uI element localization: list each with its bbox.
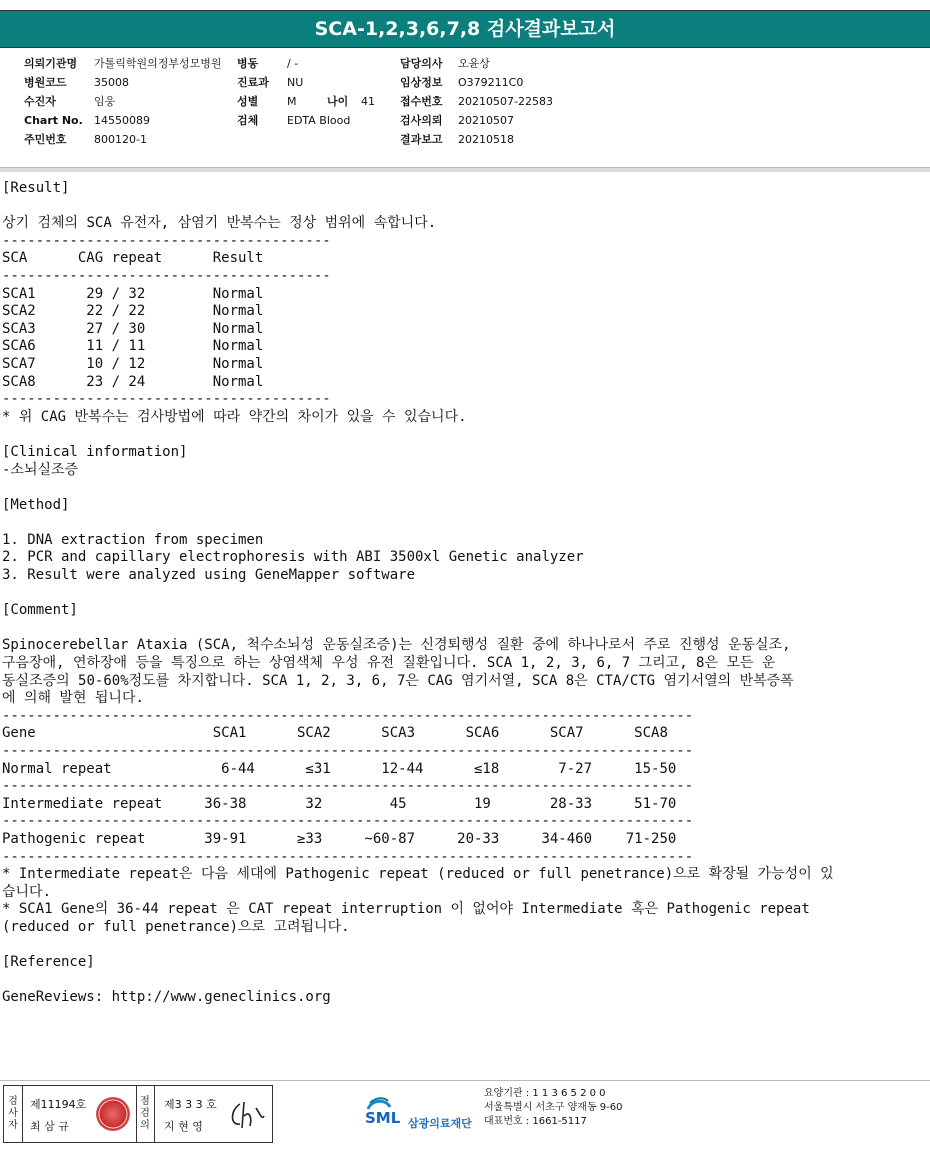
info-value: 오윤상	[458, 57, 490, 70]
info-label: 수진자	[24, 95, 56, 108]
info-value: EDTA Blood	[287, 114, 351, 127]
info-value: 20210507-22583	[458, 95, 553, 108]
checker-cell	[154, 1086, 272, 1142]
reviewer-label: 검사자	[8, 1096, 18, 1131]
info-value: 800120-1	[94, 133, 147, 146]
seal-stamp-icon	[96, 1097, 130, 1131]
info-label: 주민번호	[24, 133, 67, 146]
checker-label: 점검의	[140, 1096, 150, 1131]
info-value: 임웅	[94, 95, 116, 108]
info-label: 진료과	[237, 76, 269, 89]
info-value: 35008	[94, 76, 129, 89]
sml-logo	[364, 1093, 484, 1133]
signature-icon	[226, 1098, 266, 1132]
phone: 대표번호 : 1661-5117	[484, 1116, 587, 1127]
info-row	[237, 74, 303, 92]
info-label: 검사의뢰	[400, 114, 443, 127]
report-footer	[0, 1080, 930, 1149]
checker-id: 제3 3 3 호	[164, 1098, 217, 1111]
info-value: O379211C0	[458, 76, 524, 89]
report-title: SCA-1,2,3,6,7,8 검사결과보고서	[0, 10, 930, 48]
info-label: 담당의사	[400, 57, 443, 70]
info-label: Chart No.	[24, 114, 83, 127]
reviewer-label-cell	[4, 1086, 23, 1142]
info-row	[400, 93, 553, 111]
signature-box	[3, 1085, 273, 1143]
info-row	[400, 112, 514, 130]
reviewer-name: 최 삼 규	[30, 1120, 69, 1133]
info-row	[400, 131, 514, 149]
sml-logo-text: SML	[365, 1109, 401, 1127]
org-name: 삼광의료재단	[408, 1117, 472, 1130]
info-row	[237, 93, 297, 111]
address: 서울특별시 서초구 양재동 9-60	[484, 1102, 623, 1113]
info-label: 접수번호	[400, 95, 443, 108]
info-row	[400, 74, 523, 92]
info-value: 14550089	[94, 114, 150, 127]
info-value: 41	[361, 95, 375, 108]
info-label: 의뢰기관명	[24, 57, 78, 70]
info-label: 나이	[327, 95, 349, 108]
contact-info	[484, 1087, 623, 1129]
patient-info	[0, 55, 930, 167]
info-label: 검체	[237, 114, 259, 127]
info-row	[24, 112, 150, 130]
info-row	[24, 74, 129, 92]
header-divider	[0, 167, 930, 172]
info-value: 20210507	[458, 114, 514, 127]
info-value: / -	[287, 57, 299, 70]
checker-name: 지 현 영	[164, 1120, 203, 1133]
care-code: 요양기관 : 1 1 3 6 5 2 0 0	[484, 1088, 606, 1099]
info-row-age	[327, 93, 375, 111]
info-label: 병동	[237, 57, 259, 70]
info-row	[24, 93, 115, 111]
info-row	[24, 131, 147, 149]
info-row	[400, 55, 490, 73]
reviewer-cell	[22, 1086, 137, 1142]
info-label: 결과보고	[400, 133, 443, 146]
info-row	[237, 112, 350, 130]
checker-label-cell	[136, 1086, 155, 1142]
info-row	[237, 55, 298, 73]
info-row	[24, 55, 222, 73]
info-label: 성별	[237, 95, 259, 108]
reviewer-id: 제11194호	[30, 1098, 87, 1111]
report-body: [Result] 상기 검체의 SCA 유전자, 삼염기 반복수는 정상 범위에 속합니다. --------------------------------------- SCA CAG repeat Result --------------------------------------- SCA1 29 / 32 Normal SCA2 22 / 22 Normal SCA3 27 / 30 Normal SCA6 11 / 11 Normal SCA7 10 / 12 Normal SCA8 23 / 24 Normal --------------------------------------- * 위 CAG 반복수는 검사방법에 따라 약간의 차이가 있을 수 있습니다. [Clinical information] -소뇌실조증 [Method] 1. DNA extraction from specimen 2. PCR and capillary electrophoresis with ABI 3500xl Genetic analyzer 3. Result were analyzed using GeneMapper software [Comment] Spinocerebellar Ataxia (SCA, 척수소뇌성 운동실조증)는 신경퇴행성 질환 중에 하나나로서 주로 진행성 운동실조, 구음장애, 연하장애 등을 특징으로 하는 상염색체 우성 유전 질환입니다. SCA 1, 2, 3, 6, 7 그리고, 8은 모든 운 동실조증의 50-60%정도를 차지합니다. SCA 1, 2, 3, 6, 7은 CAG 염기서열, SCA 8은 CTA/CTG 염기서열의 반복증폭 에 의해 발현 됩니다. ---------------------------------------------------------------------------------- Gene SCA1 SCA2 SCA3 SCA6 SCA7 SCA8 ---------------------------------------------------------------------------------- Normal repeat 6-44 ≤31 12-44 ≤18 7-27 15-50 ---------------------------------------------------------------------------------- Intermediate repeat 36-38 32 45 19 28-33 51-70 ---------------------------------------------------------------------------------- Pathogenic repeat 39-91 ≥33 ~60-87 20-33 34-460 71-250 ---------------------------------------------------------------------------------- * Intermediate repeat은 다음 세대에 Pathogenic repeat (reduced or full penetrance)으로 확장될 가능성이 있 습니다. * SCA1 Gene의 36-44 repeat 은 CAT repeat interruption 이 없어야 Intermediate 혹은 Pathogenic repeat (reduced or full penetrance)으로 고려됩니다. [Reference] GeneReviews: http://www.geneclinics.org	[2, 180, 834, 1006]
info-value: M	[287, 95, 297, 108]
info-label: 병원코드	[24, 76, 67, 89]
info-label: 임상정보	[400, 76, 443, 89]
info-value: 20210518	[458, 133, 514, 146]
info-value: NU	[287, 76, 304, 89]
info-value: 가톨릭학원의정부성모병원	[94, 57, 222, 70]
